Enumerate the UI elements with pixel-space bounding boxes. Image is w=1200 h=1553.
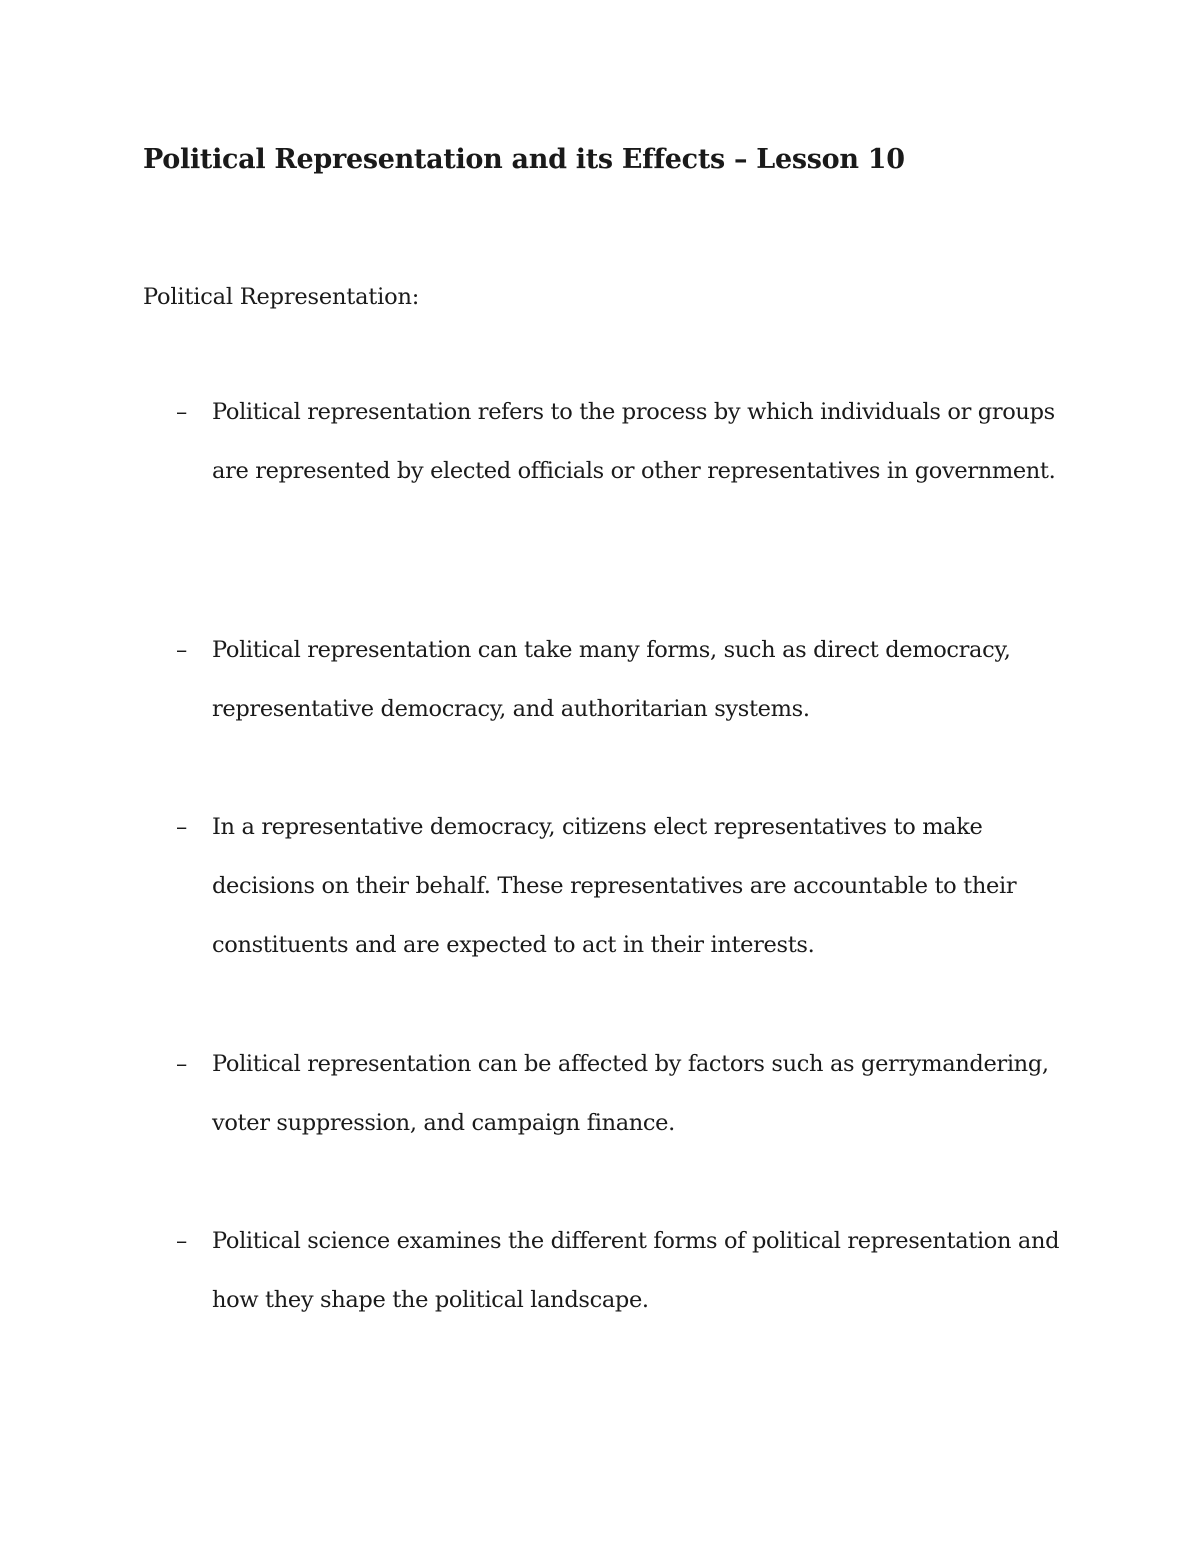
bullet-item [176,383,1066,501]
bullet-text: Political representation refers to the process by which individuals or groups are represented by elected officials or other representatives in government. [212,399,1056,484]
bullet-marker: – [176,399,188,425]
bullet-item [176,621,1066,739]
bullet-item [176,1212,1066,1330]
bullet-marker: – [176,637,188,663]
bullet-text: In a representative democracy, citizens elect representatives to make decisions on their behalf. These representatives are accountable to their constituents and are expected to act in their interests. [212,814,1017,958]
bullet-item [176,1035,1066,1153]
bullet-marker: – [176,1051,188,1077]
bullet-text: Political representation can be affected by factors such as gerrymandering, voter suppression, and campaign finance. [212,1051,1049,1136]
bullet-marker: – [176,814,188,840]
bullet-marker: – [176,1228,188,1254]
bullet-text: Political science examines the different forms of political representation and how they shape the political landscape. [212,1228,1060,1313]
bullet-item [176,798,1066,975]
document-title: Political Representation and its Effects – Lesson 10 [143,144,905,175]
bullet-text: Political representation can take many forms, such as direct democracy, representative democracy, and authoritarian systems. [212,637,1011,722]
section-heading: Political Representation: [143,284,420,310]
